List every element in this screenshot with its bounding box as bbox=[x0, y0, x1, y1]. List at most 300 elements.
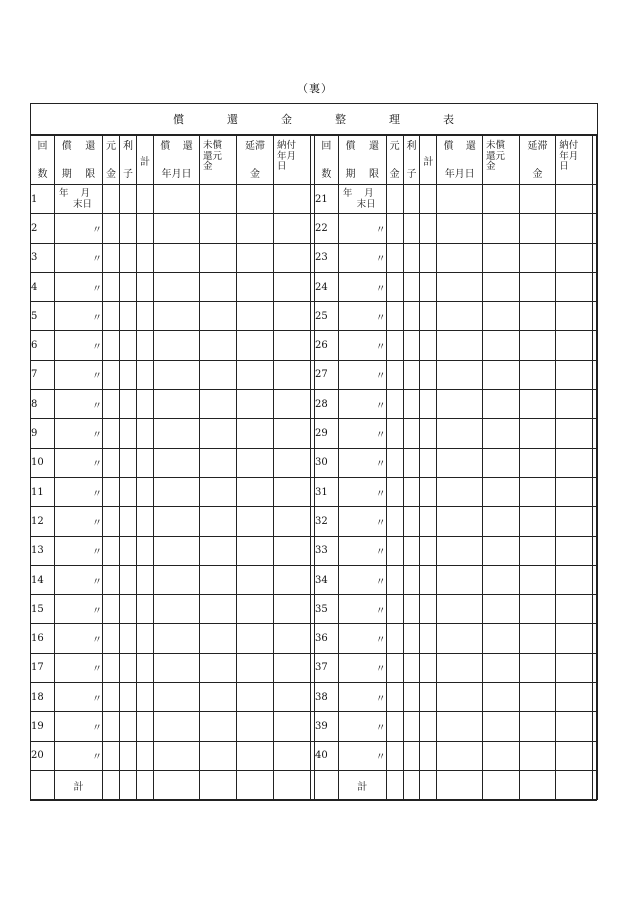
entry-cell[interactable] bbox=[386, 536, 403, 565]
entry-cell[interactable] bbox=[483, 390, 520, 419]
entry-cell[interactable] bbox=[519, 243, 556, 272]
entry-cell[interactable] bbox=[483, 185, 520, 214]
entry-cell[interactable] bbox=[154, 419, 200, 448]
entry-cell[interactable] bbox=[120, 536, 137, 565]
entry-cell[interactable] bbox=[274, 243, 311, 272]
entry-cell[interactable] bbox=[386, 419, 403, 448]
entry-cell[interactable] bbox=[519, 683, 556, 712]
entry-cell[interactable] bbox=[120, 272, 137, 301]
entry-cell[interactable] bbox=[556, 390, 593, 419]
entry-cell[interactable] bbox=[154, 360, 200, 389]
entry-cell[interactable] bbox=[403, 360, 420, 389]
entry-cell[interactable] bbox=[120, 360, 137, 389]
entry-cell[interactable] bbox=[386, 448, 403, 477]
entry-cell[interactable] bbox=[556, 536, 593, 565]
entry-cell[interactable] bbox=[386, 331, 403, 360]
entry-cell[interactable] bbox=[274, 302, 311, 331]
entry-cell[interactable] bbox=[274, 624, 311, 653]
entry-cell[interactable] bbox=[103, 448, 120, 477]
entry-cell[interactable] bbox=[403, 770, 420, 800]
entry-cell[interactable] bbox=[237, 243, 274, 272]
entry-cell[interactable] bbox=[386, 624, 403, 653]
entry-cell[interactable] bbox=[519, 185, 556, 214]
entry-cell[interactable] bbox=[437, 390, 483, 419]
entry-cell[interactable] bbox=[154, 302, 200, 331]
entry-cell[interactable] bbox=[420, 683, 437, 712]
entry-cell[interactable] bbox=[237, 214, 274, 243]
entry-cell[interactable] bbox=[403, 595, 420, 624]
entry-cell[interactable] bbox=[437, 360, 483, 389]
entry-cell[interactable] bbox=[200, 653, 237, 682]
entry-cell[interactable] bbox=[137, 565, 154, 594]
entry-cell[interactable] bbox=[237, 741, 274, 770]
entry-cell[interactable] bbox=[403, 653, 420, 682]
entry-cell[interactable] bbox=[103, 214, 120, 243]
entry-cell[interactable] bbox=[519, 741, 556, 770]
entry-cell[interactable] bbox=[154, 331, 200, 360]
entry-cell[interactable] bbox=[274, 536, 311, 565]
entry-cell[interactable] bbox=[120, 331, 137, 360]
entry-cell[interactable] bbox=[437, 507, 483, 536]
entry-cell[interactable] bbox=[437, 536, 483, 565]
entry-cell[interactable] bbox=[103, 272, 120, 301]
entry-cell[interactable] bbox=[237, 624, 274, 653]
entry-cell[interactable] bbox=[274, 360, 311, 389]
entry-cell[interactable] bbox=[386, 477, 403, 506]
entry-cell[interactable] bbox=[403, 507, 420, 536]
entry-cell[interactable] bbox=[274, 565, 311, 594]
entry-cell[interactable] bbox=[103, 712, 120, 741]
entry-cell[interactable] bbox=[200, 712, 237, 741]
entry-cell[interactable] bbox=[420, 214, 437, 243]
entry-cell[interactable] bbox=[200, 770, 237, 800]
entry-cell[interactable] bbox=[437, 448, 483, 477]
entry-cell[interactable] bbox=[519, 770, 556, 800]
entry-cell[interactable] bbox=[237, 302, 274, 331]
entry-cell[interactable] bbox=[274, 741, 311, 770]
entry-cell[interactable] bbox=[237, 185, 274, 214]
entry-cell[interactable] bbox=[120, 390, 137, 419]
entry-cell[interactable] bbox=[420, 185, 437, 214]
entry-cell[interactable] bbox=[420, 243, 437, 272]
entry-cell[interactable] bbox=[200, 565, 237, 594]
entry-cell[interactable] bbox=[556, 683, 593, 712]
entry-cell[interactable] bbox=[483, 477, 520, 506]
entry-cell[interactable] bbox=[420, 741, 437, 770]
entry-cell[interactable] bbox=[403, 565, 420, 594]
entry-cell[interactable] bbox=[154, 214, 200, 243]
entry-cell[interactable] bbox=[274, 272, 311, 301]
entry-cell[interactable] bbox=[154, 741, 200, 770]
entry-cell[interactable] bbox=[556, 419, 593, 448]
entry-cell[interactable] bbox=[556, 448, 593, 477]
entry-cell[interactable] bbox=[237, 448, 274, 477]
entry-cell[interactable] bbox=[274, 770, 311, 800]
entry-cell[interactable] bbox=[386, 507, 403, 536]
entry-cell[interactable] bbox=[237, 712, 274, 741]
entry-cell[interactable] bbox=[519, 390, 556, 419]
entry-cell[interactable] bbox=[556, 272, 593, 301]
entry-cell[interactable] bbox=[556, 360, 593, 389]
column-gap bbox=[592, 653, 596, 682]
table-row bbox=[315, 712, 597, 741]
entry-cell[interactable] bbox=[386, 214, 403, 243]
entry-cell[interactable] bbox=[274, 653, 311, 682]
entry-cell[interactable] bbox=[437, 741, 483, 770]
entry-cell[interactable] bbox=[137, 214, 154, 243]
entry-cell[interactable] bbox=[154, 683, 200, 712]
entry-cell[interactable] bbox=[420, 712, 437, 741]
entry-cell[interactable] bbox=[137, 243, 154, 272]
entry-cell[interactable] bbox=[483, 595, 520, 624]
entry-cell[interactable] bbox=[420, 390, 437, 419]
entry-cell[interactable] bbox=[437, 477, 483, 506]
entry-cell[interactable] bbox=[420, 595, 437, 624]
entry-cell[interactable] bbox=[519, 595, 556, 624]
entry-cell[interactable] bbox=[274, 390, 311, 419]
entry-cell[interactable] bbox=[420, 331, 437, 360]
entry-cell[interactable] bbox=[386, 302, 403, 331]
entry-cell[interactable] bbox=[137, 624, 154, 653]
entry-cell[interactable] bbox=[556, 565, 593, 594]
entry-cell[interactable] bbox=[200, 331, 237, 360]
entry-cell[interactable] bbox=[237, 272, 274, 301]
entry-cell[interactable] bbox=[137, 653, 154, 682]
entry-cell[interactable] bbox=[403, 448, 420, 477]
entry-cell[interactable] bbox=[103, 595, 120, 624]
entry-cell[interactable] bbox=[154, 653, 200, 682]
entry-cell[interactable] bbox=[237, 360, 274, 389]
entry-cell[interactable] bbox=[154, 536, 200, 565]
entry-cell[interactable] bbox=[154, 272, 200, 301]
entry-cell[interactable] bbox=[420, 419, 437, 448]
entry-cell[interactable] bbox=[237, 595, 274, 624]
entry-cell[interactable] bbox=[403, 477, 420, 506]
entry-cell[interactable] bbox=[103, 185, 120, 214]
entry-cell[interactable] bbox=[137, 360, 154, 389]
entry-cell[interactable] bbox=[556, 507, 593, 536]
entry-cell[interactable] bbox=[120, 419, 137, 448]
entry-cell[interactable] bbox=[237, 331, 274, 360]
entry-cell[interactable] bbox=[437, 683, 483, 712]
entry-cell[interactable] bbox=[437, 565, 483, 594]
entry-cell[interactable] bbox=[556, 712, 593, 741]
entry-cell[interactable] bbox=[274, 507, 311, 536]
entry-cell[interactable] bbox=[137, 185, 154, 214]
due-date-cell: 〃 bbox=[338, 331, 386, 360]
entry-cell[interactable] bbox=[137, 477, 154, 506]
entry-cell[interactable] bbox=[154, 712, 200, 741]
entry-cell[interactable] bbox=[519, 536, 556, 565]
entry-cell[interactable] bbox=[519, 214, 556, 243]
entry-cell[interactable] bbox=[237, 565, 274, 594]
entry-cell[interactable] bbox=[154, 624, 200, 653]
entry-cell[interactable] bbox=[386, 185, 403, 214]
entry-cell[interactable] bbox=[420, 507, 437, 536]
entry-cell[interactable] bbox=[103, 477, 120, 506]
entry-cell[interactable] bbox=[274, 214, 311, 243]
entry-cell[interactable] bbox=[154, 477, 200, 506]
entry-cell[interactable] bbox=[120, 741, 137, 770]
entry-cell[interactable] bbox=[437, 331, 483, 360]
entry-cell[interactable] bbox=[403, 185, 420, 214]
entry-cell[interactable] bbox=[519, 624, 556, 653]
entry-cell[interactable] bbox=[437, 419, 483, 448]
entry-cell[interactable] bbox=[386, 683, 403, 712]
entry-cell[interactable] bbox=[120, 214, 137, 243]
entry-cell[interactable] bbox=[103, 390, 120, 419]
entry-cell[interactable] bbox=[200, 536, 237, 565]
entry-cell[interactable] bbox=[120, 683, 137, 712]
entry-cell[interactable] bbox=[154, 507, 200, 536]
entry-cell[interactable] bbox=[420, 536, 437, 565]
entry-cell[interactable] bbox=[386, 390, 403, 419]
entry-cell[interactable] bbox=[154, 595, 200, 624]
entry-cell[interactable] bbox=[403, 272, 420, 301]
entry-cell[interactable] bbox=[200, 507, 237, 536]
entry-cell[interactable] bbox=[120, 565, 137, 594]
entry-cell[interactable] bbox=[137, 302, 154, 331]
entry-cell[interactable] bbox=[437, 185, 483, 214]
entry-cell[interactable] bbox=[103, 419, 120, 448]
entry-cell[interactable] bbox=[483, 419, 520, 448]
entry-cell[interactable] bbox=[137, 507, 154, 536]
entry-cell[interactable] bbox=[519, 565, 556, 594]
entry-cell[interactable] bbox=[137, 448, 154, 477]
entry-cell[interactable] bbox=[120, 624, 137, 653]
entry-cell[interactable] bbox=[483, 770, 520, 800]
entry-cell[interactable] bbox=[154, 448, 200, 477]
entry-cell[interactable] bbox=[120, 302, 137, 331]
entry-cell[interactable] bbox=[386, 595, 403, 624]
entry-cell[interactable] bbox=[519, 477, 556, 506]
entry-cell[interactable] bbox=[237, 770, 274, 800]
entry-cell[interactable] bbox=[483, 683, 520, 712]
entry-cell[interactable] bbox=[519, 448, 556, 477]
entry-cell[interactable] bbox=[237, 507, 274, 536]
payment-date-header: 納付 年月 日 bbox=[556, 136, 593, 185]
entry-cell[interactable] bbox=[274, 477, 311, 506]
entry-cell[interactable] bbox=[103, 360, 120, 389]
entry-cell[interactable] bbox=[437, 302, 483, 331]
due-date-cell: 年 月 末日 bbox=[338, 185, 386, 214]
entry-cell[interactable] bbox=[437, 595, 483, 624]
entry-cell[interactable] bbox=[556, 653, 593, 682]
entry-cell[interactable] bbox=[403, 390, 420, 419]
entry-cell[interactable] bbox=[519, 331, 556, 360]
entry-cell[interactable] bbox=[274, 331, 311, 360]
entry-cell[interactable] bbox=[483, 272, 520, 301]
entry-cell[interactable] bbox=[154, 565, 200, 594]
entry-cell[interactable] bbox=[519, 302, 556, 331]
entry-cell[interactable] bbox=[519, 507, 556, 536]
entry-cell[interactable] bbox=[274, 448, 311, 477]
entry-cell[interactable] bbox=[200, 448, 237, 477]
entry-cell[interactable] bbox=[137, 712, 154, 741]
entry-cell[interactable] bbox=[437, 243, 483, 272]
entry-cell[interactable] bbox=[483, 448, 520, 477]
entry-cell[interactable] bbox=[120, 653, 137, 682]
entry-cell[interactable] bbox=[137, 272, 154, 301]
entry-cell[interactable] bbox=[137, 419, 154, 448]
entry-cell[interactable] bbox=[103, 565, 120, 594]
entry-cell[interactable] bbox=[120, 712, 137, 741]
entry-cell[interactable] bbox=[556, 185, 593, 214]
entry-cell[interactable] bbox=[274, 185, 311, 214]
entry-cell[interactable] bbox=[519, 653, 556, 682]
entry-cell[interactable] bbox=[154, 185, 200, 214]
entry-cell[interactable] bbox=[120, 243, 137, 272]
entry-cell[interactable] bbox=[386, 770, 403, 800]
entry-cell[interactable] bbox=[519, 360, 556, 389]
entry-cell[interactable] bbox=[154, 770, 200, 800]
entry-cell[interactable] bbox=[103, 331, 120, 360]
entry-cell[interactable] bbox=[200, 419, 237, 448]
entry-cell[interactable] bbox=[200, 595, 237, 624]
entry-cell[interactable] bbox=[483, 712, 520, 741]
entry-cell[interactable] bbox=[403, 712, 420, 741]
entry-cell[interactable] bbox=[137, 390, 154, 419]
entry-cell[interactable] bbox=[200, 360, 237, 389]
entry-cell[interactable] bbox=[237, 653, 274, 682]
entry-cell[interactable] bbox=[200, 390, 237, 419]
entry-cell[interactable] bbox=[200, 243, 237, 272]
entry-cell[interactable] bbox=[200, 624, 237, 653]
entry-cell[interactable] bbox=[103, 243, 120, 272]
entry-cell[interactable] bbox=[120, 770, 137, 800]
entry-cell[interactable] bbox=[437, 770, 483, 800]
entry-cell[interactable] bbox=[556, 595, 593, 624]
entry-cell[interactable] bbox=[556, 741, 593, 770]
entry-cell[interactable] bbox=[437, 624, 483, 653]
entry-cell[interactable] bbox=[437, 272, 483, 301]
entry-cell[interactable] bbox=[420, 624, 437, 653]
entry-cell[interactable] bbox=[420, 272, 437, 301]
entry-cell[interactable] bbox=[437, 712, 483, 741]
entry-cell[interactable] bbox=[103, 536, 120, 565]
entry-cell[interactable] bbox=[274, 595, 311, 624]
entry-cell[interactable] bbox=[403, 624, 420, 653]
entry-cell[interactable] bbox=[420, 477, 437, 506]
entry-cell[interactable] bbox=[386, 653, 403, 682]
entry-cell[interactable] bbox=[386, 741, 403, 770]
entry-cell[interactable] bbox=[200, 214, 237, 243]
entry-cell[interactable] bbox=[403, 331, 420, 360]
entry-cell[interactable] bbox=[137, 595, 154, 624]
entry-cell[interactable] bbox=[154, 390, 200, 419]
entry-cell[interactable] bbox=[137, 683, 154, 712]
entry-cell[interactable] bbox=[483, 624, 520, 653]
entry-cell[interactable] bbox=[437, 214, 483, 243]
entry-cell[interactable] bbox=[103, 770, 120, 800]
entry-cell[interactable] bbox=[237, 419, 274, 448]
entry-cell[interactable] bbox=[403, 741, 420, 770]
entry-cell[interactable] bbox=[154, 243, 200, 272]
entry-cell[interactable] bbox=[274, 419, 311, 448]
entry-cell[interactable] bbox=[120, 448, 137, 477]
entry-cell[interactable] bbox=[103, 653, 120, 682]
entry-cell[interactable] bbox=[403, 536, 420, 565]
entry-cell[interactable] bbox=[437, 653, 483, 682]
entry-cell[interactable] bbox=[274, 712, 311, 741]
entry-cell[interactable] bbox=[556, 624, 593, 653]
entry-cell[interactable] bbox=[403, 419, 420, 448]
entry-cell[interactable] bbox=[483, 507, 520, 536]
entry-cell[interactable] bbox=[483, 536, 520, 565]
entry-cell[interactable] bbox=[519, 419, 556, 448]
entry-cell[interactable] bbox=[483, 741, 520, 770]
table-row bbox=[31, 565, 315, 594]
entry-cell[interactable] bbox=[403, 302, 420, 331]
entry-cell[interactable] bbox=[403, 214, 420, 243]
entry-cell[interactable] bbox=[200, 741, 237, 770]
entry-cell[interactable] bbox=[386, 272, 403, 301]
entry-cell[interactable] bbox=[200, 302, 237, 331]
entry-cell[interactable] bbox=[556, 770, 593, 800]
entry-cell[interactable] bbox=[519, 272, 556, 301]
entry-cell[interactable] bbox=[386, 712, 403, 741]
entry-cell[interactable] bbox=[483, 302, 520, 331]
entry-cell[interactable] bbox=[137, 536, 154, 565]
entry-cell[interactable] bbox=[137, 770, 154, 800]
entry-cell[interactable] bbox=[483, 565, 520, 594]
entry-cell[interactable] bbox=[420, 770, 437, 800]
entry-cell[interactable] bbox=[237, 683, 274, 712]
entry-cell[interactable] bbox=[483, 214, 520, 243]
entry-cell[interactable] bbox=[483, 331, 520, 360]
entry-cell[interactable] bbox=[556, 214, 593, 243]
entry-cell[interactable] bbox=[103, 741, 120, 770]
entry-cell[interactable] bbox=[386, 360, 403, 389]
entry-cell[interactable] bbox=[137, 741, 154, 770]
entry-cell[interactable] bbox=[103, 683, 120, 712]
entry-cell[interactable] bbox=[420, 565, 437, 594]
entry-cell[interactable] bbox=[420, 302, 437, 331]
entry-cell[interactable] bbox=[483, 360, 520, 389]
entry-cell[interactable] bbox=[420, 448, 437, 477]
entry-cell[interactable] bbox=[274, 683, 311, 712]
entry-cell[interactable] bbox=[120, 595, 137, 624]
entry-cell[interactable] bbox=[556, 331, 593, 360]
entry-cell[interactable] bbox=[237, 536, 274, 565]
entry-cell[interactable] bbox=[556, 477, 593, 506]
entry-cell[interactable] bbox=[200, 683, 237, 712]
entry-cell[interactable] bbox=[420, 360, 437, 389]
entry-cell[interactable] bbox=[386, 565, 403, 594]
entry-cell[interactable] bbox=[120, 507, 137, 536]
entry-cell[interactable] bbox=[200, 477, 237, 506]
entry-cell[interactable] bbox=[103, 302, 120, 331]
entry-cell[interactable] bbox=[137, 331, 154, 360]
entry-cell[interactable] bbox=[237, 390, 274, 419]
entry-cell[interactable] bbox=[200, 272, 237, 301]
entry-cell[interactable] bbox=[120, 477, 137, 506]
entry-cell[interactable] bbox=[483, 653, 520, 682]
entry-cell[interactable] bbox=[556, 302, 593, 331]
entry-cell[interactable] bbox=[120, 185, 137, 214]
entry-cell[interactable] bbox=[519, 712, 556, 741]
entry-cell[interactable] bbox=[403, 683, 420, 712]
entry-cell[interactable] bbox=[483, 243, 520, 272]
entry-cell[interactable] bbox=[556, 243, 593, 272]
entry-cell[interactable] bbox=[403, 243, 420, 272]
entry-cell[interactable] bbox=[200, 185, 237, 214]
entry-cell[interactable] bbox=[420, 653, 437, 682]
entry-cell[interactable] bbox=[237, 477, 274, 506]
entry-cell[interactable] bbox=[386, 243, 403, 272]
entry-cell[interactable] bbox=[103, 624, 120, 653]
entry-cell[interactable] bbox=[103, 507, 120, 536]
